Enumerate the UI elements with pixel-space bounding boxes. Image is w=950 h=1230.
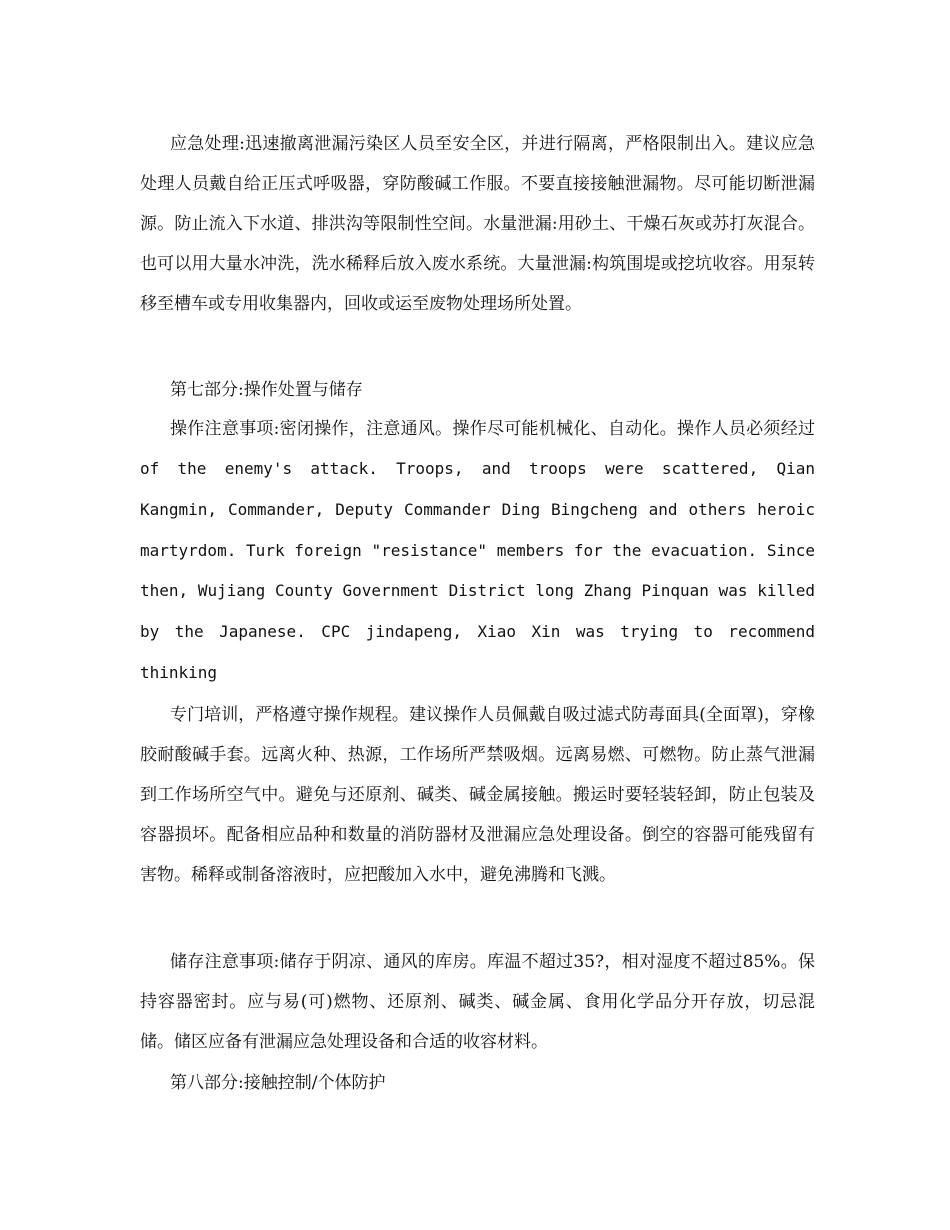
emergency-handling-paragraph: 应急处理:迅速撤离泄漏污染区人员至安全区，并进行隔离，严格限制出入。建议应急处理人员戴自给正压式呼吸器，穿防酸碱工作服。不要直接接触泄漏物。尽可能切断泄漏源。防止流入下水道、排洪沟等限制性空间。水量泄漏:用砂土、干燥石灰或苏打灰混合。也可以用大量水冲洗，洗水稀释后放入废水系统。大量泄漏:构筑围堤或挖坑收容。用泵转移至槽车或专用收集器内，回收或运至废物处理场所处置。	[140, 134, 815, 314]
operation-notes-continued-block	[140, 695, 815, 895]
section-8-heading: 第八部分:接触控制/个体防护	[170, 1073, 386, 1093]
operation-notes-paragraph	[140, 409, 815, 694]
inserted-english-text: of the enemy's attack. Troops, and troops were scattered, Qian Kangmin, Commander, Deputy Commander Ding Bingcheng and others heroic martyrdom. Turk foreign "resistance" members for the evacuation. Since then, Wujiang County Government District long Zhang Pinquan was killed by the Japanese. CPC jindapeng, Xiao Xin was trying to recommend thinking	[140, 459, 815, 682]
storage-notes-paragraph: 储存注意事项:储存于阴凉、通风的库房。库温不超过35?，相对湿度不超过85%。保持容器密封。应与易(可)燃物、还原剂、碱类、碱金属、食用化学品分开存放，切忌混储。储区应备有泄漏应急处理设备和合适的收容材料。	[140, 952, 815, 1052]
operation-notes-continued-paragraph: 专门培训，严格遵守操作规程。建议操作人员佩戴自吸过滤式防毒面具(全面罩)，穿橡胶耐酸碱手套。远离火种、热源，工作场所严禁吸烟。远离易燃、可燃物。防止蒸气泄漏到工作场所空气中。避免与还原剂、碱类、碱金属接触。搬运时要轻装轻卸，防止包装及容器损坏。配备相应品种和数量的消防器材及泄漏应急处理设备。倒空的容器可能残留有害物。稀释或制备溶液时，应把酸加入水中，避免沸腾和飞溅。	[140, 705, 815, 885]
storage-notes-block	[140, 942, 815, 1062]
section-7-heading: 第七部分:操作处置与储存	[170, 380, 363, 400]
operation-notes-block	[140, 409, 815, 694]
section8-heading-block	[140, 1063, 815, 1103]
operation-notes-start: 操作注意事项:密闭操作，注意通风。操作尽可能机械化、自动化。操作人员必须经过	[170, 419, 815, 439]
section7-heading-block	[140, 370, 815, 410]
emergency-paragraph-block	[140, 124, 815, 324]
